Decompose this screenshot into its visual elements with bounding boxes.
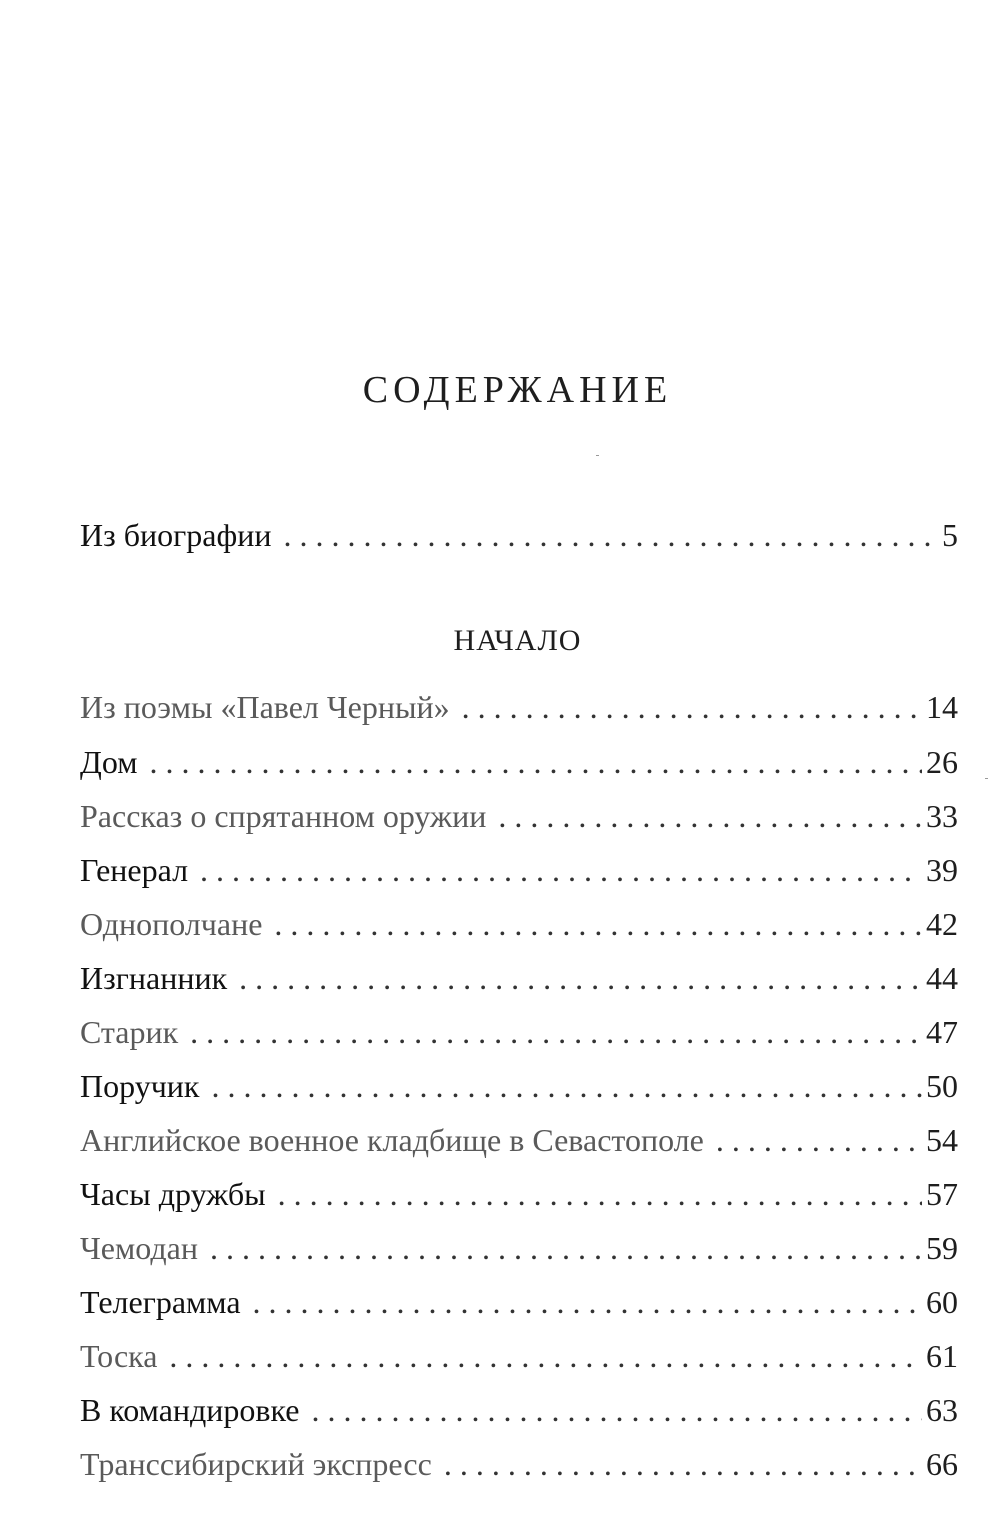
toc-entry	[80, 1173, 958, 1215]
toc-entry-title: Из биографии	[80, 517, 272, 553]
toc-entry	[80, 1443, 958, 1485]
contents-heading: СОДЕРЖАНИЕ	[362, 369, 673, 411]
print-speck	[596, 455, 599, 456]
toc-entry-page: 33	[926, 798, 958, 834]
toc-entry-page: 54	[926, 1122, 958, 1158]
toc-entry	[80, 1227, 958, 1269]
toc-entry-title: Тоска	[80, 1338, 158, 1374]
dot-leader	[278, 1173, 922, 1215]
dot-leader	[462, 686, 922, 728]
dot-leader	[283, 514, 938, 556]
toc-entry-title: Поручик	[80, 1068, 200, 1104]
toc-entry-page: 57	[926, 1176, 958, 1212]
toc-entry-title: Английское военное кладбище в Севастополе	[80, 1122, 704, 1158]
toc-entry-page: 61	[926, 1338, 958, 1374]
toc-entry	[80, 957, 958, 999]
toc-entry-page: 44	[926, 960, 958, 996]
toc-entry-title: Генерал	[80, 852, 189, 888]
dot-leader	[169, 1335, 922, 1377]
dot-leader	[716, 1119, 922, 1161]
dot-leader	[274, 903, 922, 945]
toc-entry	[80, 1335, 958, 1377]
toc-entry-title: Часы дружбы	[80, 1176, 266, 1212]
toc-entry-page: 63	[926, 1392, 958, 1428]
toc-entry-page: 14	[926, 689, 958, 725]
dot-leader	[210, 1227, 922, 1269]
toc-entry	[80, 795, 958, 837]
toc-entry-title: Рассказ о спрятанном оружии	[80, 798, 487, 834]
dot-leader	[200, 849, 922, 891]
toc-entry	[80, 1389, 958, 1431]
dot-leader	[253, 1281, 922, 1323]
dot-leader	[149, 741, 922, 783]
toc-entry-page: 66	[926, 1446, 958, 1482]
toc-entry	[80, 1065, 958, 1107]
toc-entry-title: Дом	[80, 744, 138, 780]
dot-leader	[311, 1389, 922, 1431]
toc-entry-title: В командировке	[80, 1392, 300, 1428]
toc-entry-page: 39	[926, 852, 958, 888]
toc-entry-page: 26	[926, 744, 958, 780]
toc-entry	[80, 1119, 958, 1161]
toc-entry-title: Транссибирский экспресс	[80, 1446, 432, 1482]
dot-leader	[190, 1011, 922, 1053]
toc-entry-title: Чемодан	[80, 1230, 198, 1266]
toc-entry-page: 47	[926, 1014, 958, 1050]
section-heading: НАЧАЛО	[453, 624, 582, 657]
toc-entry-title: Старик	[80, 1014, 179, 1050]
toc-entry-page: 60	[926, 1284, 958, 1320]
toc-entry-page: 42	[926, 906, 958, 942]
toc-entry-page: 50	[926, 1068, 958, 1104]
toc-entry	[80, 741, 958, 783]
toc-entry	[80, 903, 958, 945]
toc-entry-title: Изгнанник	[80, 960, 228, 996]
toc-entry-page: 5	[942, 517, 958, 553]
toc-entry-title: Из поэмы «Павел Черный»	[80, 689, 450, 725]
toc-entry	[80, 686, 958, 728]
dot-leader	[444, 1443, 922, 1485]
toc-entry-intro	[80, 514, 958, 556]
toc-entry-title: Телеграмма	[80, 1284, 241, 1320]
dot-leader	[211, 1065, 922, 1107]
toc-entry	[80, 1011, 958, 1053]
toc-entry-title: Однополчане	[80, 906, 263, 942]
dot-leader	[498, 795, 922, 837]
toc-entry-page: 59	[926, 1230, 958, 1266]
toc-entry	[80, 1281, 958, 1323]
print-speck	[985, 778, 988, 779]
dot-leader	[239, 957, 922, 999]
toc-entry	[80, 849, 958, 891]
